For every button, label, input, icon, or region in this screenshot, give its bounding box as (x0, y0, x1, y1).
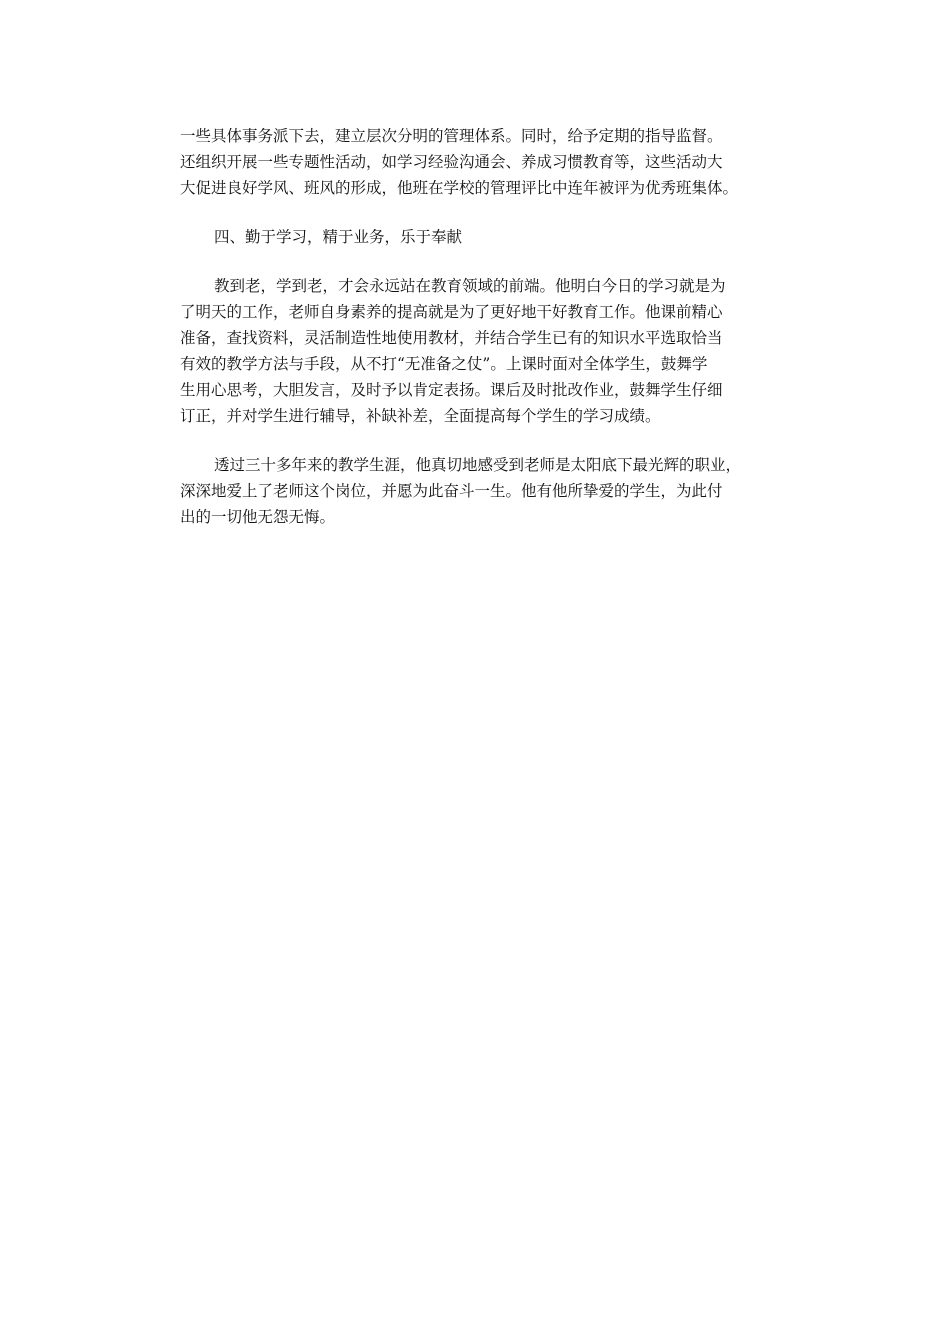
text-line: 大促进良好学风、班风的形成，他班在学校的管理评比中连年被评为优秀班集体。 (180, 179, 739, 197)
section-heading (180, 224, 780, 250)
section-heading-text: 四、勤于学习，精于业务，乐于奉献 (214, 228, 463, 246)
paragraph-learning (180, 273, 780, 429)
paragraph-conclusion (180, 452, 780, 530)
text-line: 还组织开展一些专题性活动，如学习经验沟通会、养成习惯教育等，这些活动大 (180, 153, 723, 171)
text-line: 深深地爱上了老师这个岗位，并愿为此奋斗一生。他有他所挚爱的学生，为此付 (180, 482, 723, 500)
text-line: 教到老，学到老，才会永远站在教育领域的前端。他明白今日的学习就是为 (214, 277, 726, 295)
text-line: 一些具体事务派下去，建立层次分明的管理体系。同时，给予定期的指导监督。 (180, 127, 723, 145)
text-line: 订正，并对学生进行辅导，补缺补差，全面提高每个学生的学习成绩。 (180, 407, 661, 425)
text-line: 准备，查找资料，灵活制造性地使用教材，并结合学生已有的知识水平选取恰当 (180, 329, 723, 347)
text-line: 了明天的工作，老师自身素养的提高就是为了更好地干好教育工作。他课前精心 (180, 303, 723, 321)
document-body (180, 123, 780, 553)
text-line: 透过三十多年来的教学生涯，他真切地感受到老师是太阳底下最光辉的职业， (214, 456, 742, 474)
text-line: 有效的教学方法与手段，从不打“无准备之仗”。上课时面对全体学生，鼓舞学 (180, 355, 708, 373)
paragraph-management (180, 123, 780, 201)
text-line: 生用心思考，大胆发言，及时予以肯定表扬。课后及时批改作业，鼓舞学生仔细 (180, 381, 723, 399)
text-line: 出的一切他无怨无悔。 (180, 508, 336, 526)
